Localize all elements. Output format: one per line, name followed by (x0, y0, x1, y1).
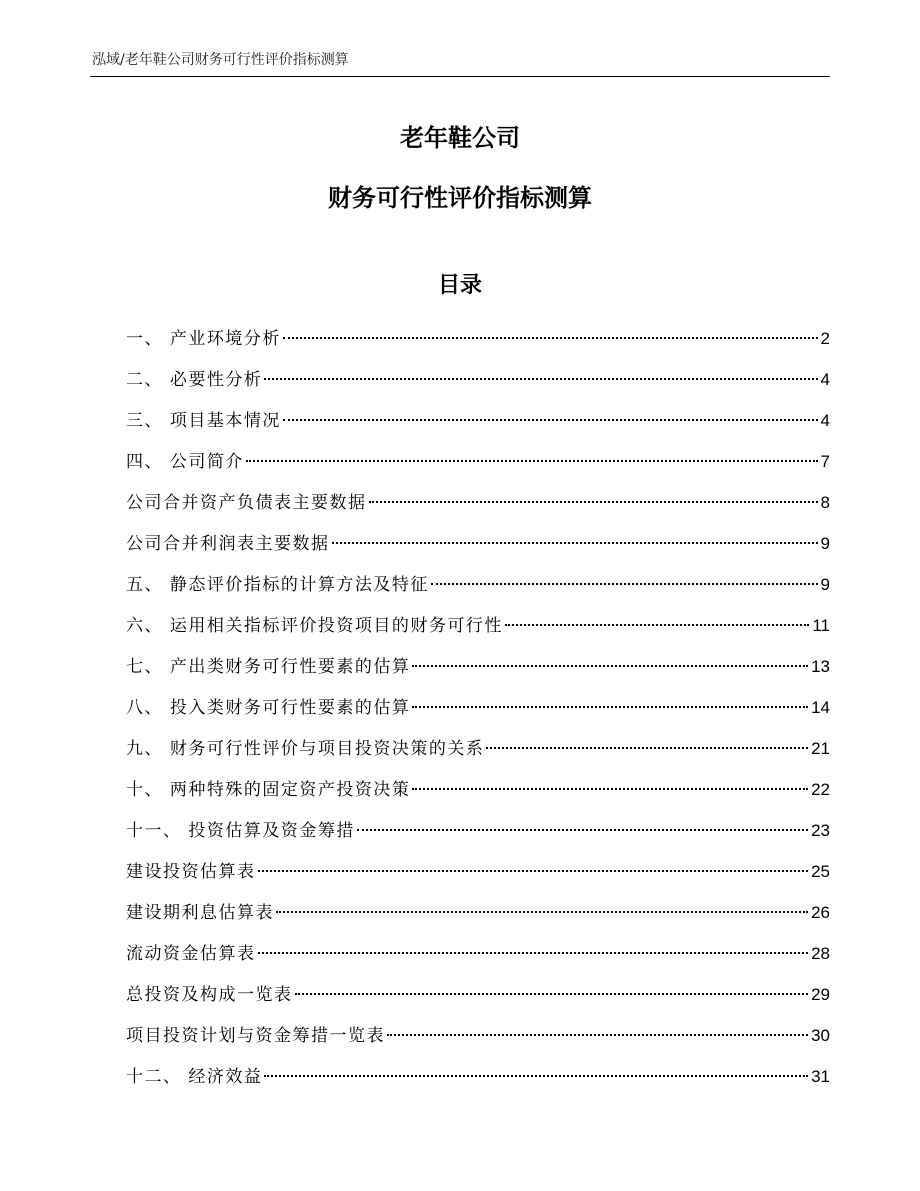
toc-entry[interactable] (126, 817, 830, 858)
toc-leader-dots (505, 624, 809, 626)
toc-leader-dots (283, 337, 818, 339)
toc-entry-page: 11 (812, 616, 830, 635)
toc-entry[interactable] (126, 858, 830, 899)
toc-entry-page: 31 (811, 1067, 830, 1086)
running-header: 泓域/老年鞋公司财务可行性评价指标测算 (92, 52, 349, 68)
toc-entry-label: 二、 必要性分析 (126, 370, 263, 390)
toc-entry-label: 公司合并利润表主要数据 (126, 534, 330, 554)
toc-entry[interactable] (126, 776, 830, 817)
toc-entry-label: 建设期利息估算表 (126, 903, 274, 923)
table-of-contents (126, 325, 830, 1104)
toc-entry[interactable] (126, 981, 830, 1022)
toc-entry-label: 三、 项目基本情况 (126, 411, 281, 431)
header-divider (90, 76, 830, 77)
toc-entry[interactable] (126, 735, 830, 776)
toc-entry[interactable] (126, 366, 830, 407)
toc-leader-dots (412, 788, 808, 790)
toc-entry-page: 14 (811, 698, 830, 717)
toc-entry[interactable] (126, 448, 830, 489)
toc-entry-label: 七、 产出类财务可行性要素的估算 (126, 657, 411, 677)
toc-entry[interactable] (126, 489, 830, 530)
toc-entry[interactable] (126, 571, 830, 612)
toc-heading: 目录 (437, 273, 482, 298)
toc-entry[interactable] (126, 1022, 830, 1063)
toc-entry[interactable] (126, 612, 830, 653)
toc-leader-dots (431, 583, 818, 585)
toc-leader-dots (387, 1034, 808, 1036)
toc-entry[interactable] (126, 407, 830, 448)
toc-entry-page: 7 (820, 452, 830, 471)
toc-entry-page: 29 (811, 985, 830, 1004)
toc-leader-dots (283, 419, 818, 421)
toc-entry-page: 4 (820, 411, 830, 430)
toc-leader-dots (276, 911, 808, 913)
toc-entry-label: 八、 投入类财务可行性要素的估算 (126, 698, 411, 718)
toc-entry-page: 26 (811, 903, 830, 922)
toc-entry-label: 九、 财务可行性评价与项目投资决策的关系 (126, 739, 485, 759)
toc-entry-label: 十一、 投资估算及资金筹措 (126, 821, 355, 841)
toc-leader-dots (264, 378, 817, 380)
toc-leader-dots (357, 829, 808, 831)
toc-entry[interactable] (126, 899, 830, 940)
toc-leader-dots (258, 952, 809, 954)
toc-leader-dots (295, 993, 809, 995)
toc-leader-dots (412, 665, 808, 667)
toc-entry-label: 十二、 经济效益 (126, 1067, 263, 1087)
toc-entry-page: 30 (811, 1026, 830, 1045)
toc-entry-label: 公司合并资产负债表主要数据 (126, 493, 367, 513)
toc-entry-page: 8 (820, 493, 830, 512)
document-title-subject: 财务可行性评价指标测算 (328, 184, 592, 212)
toc-leader-dots (369, 501, 818, 503)
toc-entry-page: 23 (811, 821, 830, 840)
toc-entry-page: 21 (811, 739, 830, 758)
toc-entry-page: 9 (820, 575, 830, 594)
toc-entry-label: 十、 两种特殊的固定资产投资决策 (126, 780, 411, 800)
toc-entry-label: 项目投资计划与资金筹措一览表 (126, 1026, 385, 1046)
toc-leader-dots (246, 460, 818, 462)
toc-entry-page: 2 (820, 329, 830, 348)
toc-entry-label: 一、 产业环境分析 (126, 329, 281, 349)
toc-entry-label: 六、 运用相关指标评价投资项目的财务可行性 (126, 616, 503, 636)
toc-leader-dots (264, 1075, 808, 1077)
toc-leader-dots (486, 747, 808, 749)
toc-leader-dots (332, 542, 818, 544)
toc-entry-label: 建设投资估算表 (126, 862, 256, 882)
toc-entry[interactable] (126, 653, 830, 694)
toc-entry-page: 4 (820, 370, 830, 389)
toc-leader-dots (412, 706, 808, 708)
toc-entry-page: 22 (811, 780, 830, 799)
toc-entry-page: 28 (811, 944, 830, 963)
document-title-company: 老年鞋公司 (400, 124, 520, 152)
toc-entry[interactable] (126, 940, 830, 981)
toc-entry-page: 9 (820, 534, 830, 553)
toc-entry-label: 五、 静态评价指标的计算方法及特征 (126, 575, 429, 595)
toc-entry[interactable] (126, 530, 830, 571)
toc-entry[interactable] (126, 694, 830, 735)
toc-entry-label: 总投资及构成一览表 (126, 985, 293, 1005)
toc-entry[interactable] (126, 325, 830, 366)
toc-entry-label: 流动资金估算表 (126, 944, 256, 964)
toc-entry-label: 四、 公司简介 (126, 452, 244, 472)
toc-entry-page: 25 (811, 862, 830, 881)
toc-leader-dots (258, 870, 809, 872)
toc-entry[interactable] (126, 1063, 830, 1104)
toc-entry-page: 13 (811, 657, 830, 676)
